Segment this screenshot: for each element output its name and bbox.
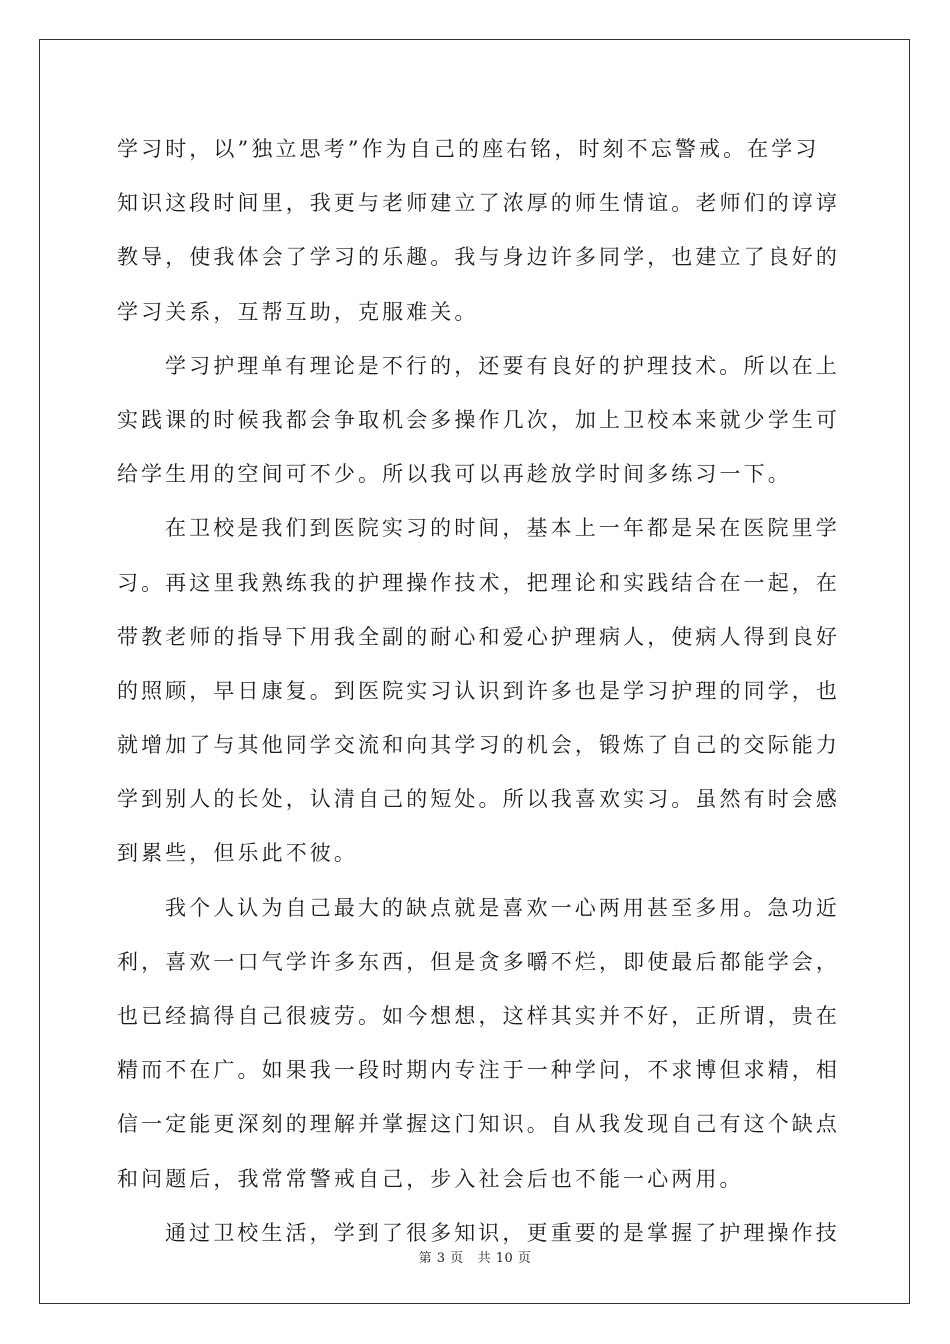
total-pages: 共 10 页 (477, 1251, 532, 1266)
text-line: 学习时，以”独立思考”作为自己的座右铭，时刻不忘警戒。在学习 (117, 137, 820, 161)
text-line: 的照顾，早日康复。到医院实习认识到许多也是学习护理的同学，也 (117, 678, 840, 703)
paragraph-first-line: 学习护理单有理论是不行的，还要有良好的护理技术。所以在上 (165, 353, 840, 378)
text-line: 给学生用的空间可不少。所以我可以再趁放学时间多练习一下。 (117, 462, 792, 487)
text-line: 信一定能更深刻的理解并掌握这门知识。自从我发现自己有这个缺点 (117, 1112, 840, 1137)
text-line: 学到别人的长处，认清自己的短处。所以我喜欢实习。虽然有时会感 (117, 787, 840, 812)
text-line: 就增加了与其他同学交流和向其学习的机会，锻炼了自己的交际能力 (117, 733, 840, 758)
paragraph-first-line: 在卫校是我们到医院实习的时间，基本上一年都是呆在医院里学 (165, 516, 840, 541)
text-line: 带教老师的指导下用我全副的耐心和爱心护理病人，使病人得到良好 (117, 624, 840, 649)
page-footer (0, 1247, 950, 1266)
text-line: 精而不在广。如果我一段时期内专注于一种学问，不求博但求精，相 (117, 1058, 840, 1083)
text-line: 知识这段时间里，我更与老师建立了浓厚的师生情谊。老师们的谆谆 (117, 191, 840, 216)
paragraph-first-line: 通过卫校生活，学到了很多知识，更重要的是掌握了护理操作技 (165, 1220, 840, 1245)
text-line: 学习关系，互帮互助，克服难关。 (117, 299, 479, 324)
page-number: 第 3 页 (418, 1251, 464, 1266)
document-body (117, 122, 840, 1260)
text-line: 习。再这里我熟练我的护理操作技术，把理论和实践结合在一起，在 (117, 570, 840, 595)
text-line: 和问题后，我常常警戒自己，步入社会后也不能一心两用。 (117, 1166, 744, 1191)
paragraph-first-line: 我个人认为自己最大的缺点就是喜欢一心两用甚至多用。急功近 (165, 895, 840, 920)
text-line: 教导，使我体会了学习的乐趣。我与身边许多同学，也建立了良好的 (117, 245, 840, 270)
text-line: 实践课的时候我都会争取机会多操作几次，加上卫校本来就少学生可 (117, 407, 840, 432)
text-line: 到累些，但乐此不彼。 (117, 841, 358, 866)
text-line: 也已经搞得自己很疲劳。如今想想，这样其实并不好，正所谓，贵在 (117, 1004, 840, 1028)
text-line: 利，喜欢一口气学许多东西，但是贪多嚼不烂，即使最后都能学会， (117, 949, 840, 974)
